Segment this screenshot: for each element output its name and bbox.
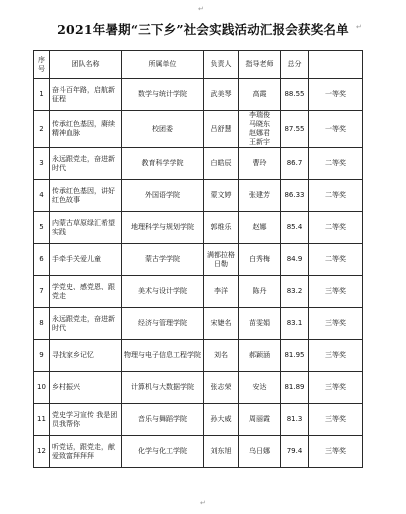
header-no: 序号 [34, 51, 50, 79]
tutor-name: 李瑞俊 [249, 111, 270, 119]
row-number: 2 [34, 111, 50, 148]
header-unit: 所属单位 [122, 51, 204, 79]
row-number: 12 [34, 436, 50, 468]
tutor-cell [239, 244, 281, 276]
award-cell: 二等奖 [309, 148, 363, 180]
awards-table [33, 50, 363, 468]
unit-cell: 音乐与舞蹈学院 [122, 404, 204, 436]
award-cell: 三等奖 [309, 276, 363, 308]
team-name-cell: 党史学习宣传 我是团员我帮你 [50, 404, 122, 436]
table-row [34, 79, 363, 111]
score-cell: 81.3 [281, 404, 309, 436]
tutor-name: 郝颖涵 [249, 351, 270, 359]
header-tutor: 指导老师 [239, 51, 281, 79]
tutor-name: 周丽霞 [249, 415, 270, 423]
table-row [34, 404, 363, 436]
team-name-cell: 学党史、感党恩、跟党走 [50, 276, 122, 308]
leader-cell: 张志荣 [204, 372, 239, 404]
page-title: 2021年暑期“三下乡”社会实践活动汇报会获奖名单 [57, 22, 349, 37]
tutor-cell [239, 308, 281, 340]
award-cell: 三等奖 [309, 404, 363, 436]
leader-cell: 宋婕名 [204, 308, 239, 340]
unit-cell: 化学与化工学院 [122, 436, 204, 468]
unit-cell: 外国语学院 [122, 180, 204, 212]
tutor-cell [239, 404, 281, 436]
leader-cell: 满都拉格日勒 [204, 244, 239, 276]
score-cell: 81.95 [281, 340, 309, 372]
table-row [34, 340, 363, 372]
table-row [34, 308, 363, 340]
tutor-cell [239, 111, 281, 148]
score-cell: 86.7 [281, 148, 309, 180]
tutor-name: 乌日娜 [249, 447, 270, 455]
score-cell: 84.9 [281, 244, 309, 276]
team-name-cell: 永远跟党走，奋进新时代 [50, 148, 122, 180]
paragraph-mark-icon: ↵ [198, 5, 204, 13]
score-cell: 83.2 [281, 276, 309, 308]
score-cell: 79.4 [281, 436, 309, 468]
award-cell: 二等奖 [309, 180, 363, 212]
unit-cell: 蒙古学学院 [122, 244, 204, 276]
leader-cell: 孙大威 [204, 404, 239, 436]
leader-cell: 刘名 [204, 340, 239, 372]
team-name-cell: 传承红色基因，讲好红色故事 [50, 180, 122, 212]
award-cell: 二等奖 [309, 212, 363, 244]
score-cell: 87.55 [281, 111, 309, 148]
team-name-cell: 手牵手关爱儿童 [50, 244, 122, 276]
unit-cell: 经济与管理学院 [122, 308, 204, 340]
tutor-cell [239, 436, 281, 468]
score-cell: 83.1 [281, 308, 309, 340]
row-number: 9 [34, 340, 50, 372]
unit-cell: 美术与设计学院 [122, 276, 204, 308]
tutor-name: 赵娜 [252, 223, 267, 231]
tutor-cell [239, 148, 281, 180]
tutor-name: 曹玲 [252, 159, 267, 167]
tutor-name: 张建芳 [249, 191, 270, 199]
tutor-cell [239, 79, 281, 111]
table-row [34, 276, 363, 308]
team-name-cell: 内蒙古草原绿汇希望实践 [50, 212, 122, 244]
leader-cell: 李洋 [204, 276, 239, 308]
tutor-name: 安达 [252, 383, 267, 391]
leader-cell: 刘东旭 [204, 436, 239, 468]
tutor-name: 陈丹 [252, 287, 267, 295]
tutor-cell [239, 372, 281, 404]
paragraph-mark-icon: ↵ [356, 23, 362, 31]
row-number: 8 [34, 308, 50, 340]
leader-cell: 郭维乐 [204, 212, 239, 244]
leader-cell: 武美琴 [204, 79, 239, 111]
score-cell: 88.55 [281, 79, 309, 111]
award-cell: 三等奖 [309, 340, 363, 372]
table-row [34, 436, 363, 468]
tutor-name: 马晓东 [249, 120, 270, 128]
tutor-name: 赵娜君 [249, 129, 270, 137]
header-leader: 负责人 [204, 51, 239, 79]
unit-cell: 物理与电子信息工程学院 [122, 340, 204, 372]
team-name-cell: 乡村振兴 [50, 372, 122, 404]
tutor-cell [239, 340, 281, 372]
row-number: 10 [34, 372, 50, 404]
table-header-row [34, 51, 363, 79]
row-number: 4 [34, 180, 50, 212]
header-score: 总分 [281, 51, 309, 79]
team-name-cell: 永远跟党走，奋进新时代 [50, 308, 122, 340]
tutor-cell [239, 212, 281, 244]
table-row [34, 180, 363, 212]
tutor-cell [239, 180, 281, 212]
award-cell: 一等奖 [309, 79, 363, 111]
table-row [34, 111, 363, 148]
tutor-name: 白秀梅 [249, 255, 270, 263]
tutor-cell [239, 276, 281, 308]
award-cell: 三等奖 [309, 308, 363, 340]
team-name-cell: 寻找家乡记忆 [50, 340, 122, 372]
unit-cell: 教育科学学院 [122, 148, 204, 180]
table-row [34, 212, 363, 244]
row-number: 11 [34, 404, 50, 436]
row-number: 1 [34, 79, 50, 111]
header-award [309, 51, 363, 79]
paragraph-mark-icon: ↵ [200, 499, 206, 507]
table-row [34, 244, 363, 276]
table-row [34, 372, 363, 404]
header-team: 团队名称 [50, 51, 122, 79]
unit-cell: 地理科学与规划学院 [122, 212, 204, 244]
team-name-cell: 听党话，跟党走，献爱致富拜拜拜 [50, 436, 122, 468]
tutor-name: 王新宇 [249, 138, 270, 146]
row-number: 3 [34, 148, 50, 180]
unit-cell: 校团委 [122, 111, 204, 148]
table-row [34, 148, 363, 180]
score-cell: 85.4 [281, 212, 309, 244]
award-cell: 三等奖 [309, 436, 363, 468]
score-cell: 86.33 [281, 180, 309, 212]
award-cell: 一等奖 [309, 111, 363, 148]
team-name-cell: 奋斗百年路，启航新征程 [50, 79, 122, 111]
award-cell: 三等奖 [309, 372, 363, 404]
row-number: 6 [34, 244, 50, 276]
team-name-cell: 传承红色基因，赓续精神血脉 [50, 111, 122, 148]
score-cell: 81.89 [281, 372, 309, 404]
unit-cell: 计算机与大数据学院 [122, 372, 204, 404]
unit-cell: 数学与统计学院 [122, 79, 204, 111]
tutor-name: 苗雯娟 [249, 319, 270, 327]
tutor-name: 高霞 [252, 90, 267, 98]
row-number: 7 [34, 276, 50, 308]
row-number: 5 [34, 212, 50, 244]
leader-cell: 吕舒慧 [204, 111, 239, 148]
award-cell: 二等奖 [309, 244, 363, 276]
leader-cell: 蒙文婷 [204, 180, 239, 212]
leader-cell: 白皓辰 [204, 148, 239, 180]
